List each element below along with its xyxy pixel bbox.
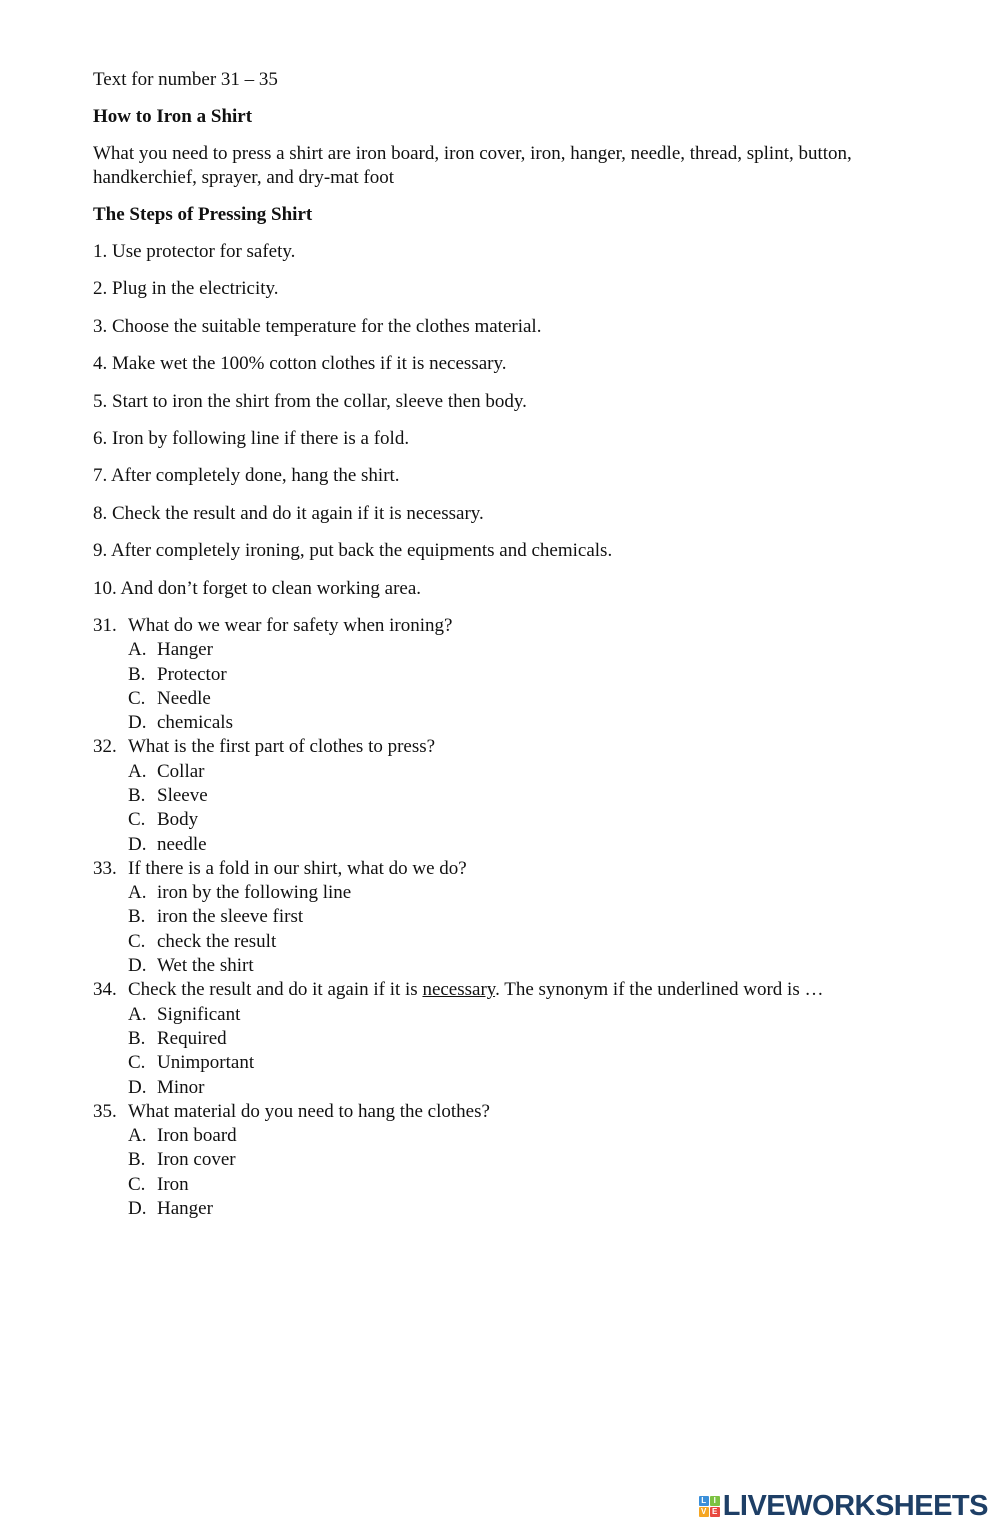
- options-32: [93, 760, 953, 857]
- option-text: Minor: [157, 1076, 205, 1098]
- option-text: Body: [157, 809, 199, 831]
- option-letter: C.: [128, 687, 146, 709]
- option-letter: D.: [128, 833, 147, 855]
- question-number: 34.: [93, 979, 117, 1001]
- liveworksheets-brand[interactable]: [699, 1490, 988, 1523]
- question-text-after: . The synonym if the underlined word is …: [495, 979, 824, 1001]
- option-text: Iron board: [157, 1125, 237, 1147]
- option-letter: D.: [128, 1076, 147, 1098]
- option-letter: C.: [128, 1173, 146, 1195]
- materials-line-2: handkerchief, sprayer, and dry-mat foot: [93, 167, 395, 188]
- option-item[interactable]: [128, 833, 953, 857]
- option-text: Iron: [157, 1173, 189, 1195]
- option-item[interactable]: [128, 881, 953, 905]
- option-letter: C.: [128, 930, 146, 952]
- option-text: chemicals: [157, 712, 233, 734]
- option-text: Hanger: [157, 639, 213, 661]
- option-letter: C.: [128, 1052, 146, 1074]
- materials-paragraph: [93, 142, 953, 190]
- option-letter: C.: [128, 809, 146, 831]
- liveworksheets-logo-icon: [699, 1496, 720, 1517]
- options-33: [93, 881, 953, 978]
- option-item[interactable]: [128, 1124, 953, 1148]
- step-item: 2. Plug in the electricity.: [93, 278, 279, 300]
- option-text: Unimportant: [157, 1052, 255, 1074]
- option-text: check the result: [157, 930, 277, 952]
- option-text: Sleeve: [157, 784, 208, 806]
- option-text: iron the sleeve first: [157, 906, 304, 928]
- step-item: 10. And don’t forget to clean working area.: [93, 577, 422, 599]
- page-title: How to Iron a Shirt: [93, 106, 253, 127]
- worksheet-page: [93, 68, 953, 1221]
- option-item[interactable]: [128, 1003, 953, 1027]
- step-item: 1. Use protector for safety.: [93, 241, 296, 262]
- question-text: What is the first part of clothes to press?: [128, 736, 436, 758]
- option-item[interactable]: [128, 1051, 953, 1075]
- options-35: [93, 1124, 953, 1221]
- question-33: [93, 857, 953, 881]
- option-text: Significant: [157, 1003, 241, 1025]
- option-item[interactable]: [128, 1197, 953, 1221]
- brand-name: LIVEWORKSHEETS: [722, 1490, 988, 1522]
- option-item[interactable]: [128, 808, 953, 832]
- option-letter: A.: [128, 1125, 147, 1147]
- option-item[interactable]: [128, 930, 953, 954]
- option-letter: B.: [128, 1027, 146, 1049]
- question-text: [128, 978, 953, 1002]
- step-item: 9. After completely ironing, put back the equipments and chemicals.: [93, 540, 613, 562]
- steps-heading: The Steps of Pressing Shirt: [93, 204, 313, 225]
- option-text: needle: [157, 833, 207, 855]
- step-item: 6. Iron by following line if there is a fold.: [93, 427, 410, 449]
- question-text: If there is a fold in our shirt, what do we do?: [128, 857, 467, 879]
- question-34: [93, 978, 953, 1002]
- option-item[interactable]: [128, 905, 953, 929]
- option-item[interactable]: [128, 1027, 953, 1051]
- question-text: What do we wear for safety when ironing?: [128, 614, 453, 636]
- option-letter: A.: [128, 882, 147, 904]
- step-item: 7. After completely done, hang the shirt.: [93, 465, 400, 487]
- option-letter: D.: [128, 1198, 147, 1220]
- option-item[interactable]: [128, 711, 953, 735]
- option-letter: B.: [128, 663, 146, 685]
- option-item[interactable]: [128, 663, 953, 687]
- option-letter: B.: [128, 1149, 146, 1171]
- options-31: [93, 638, 953, 735]
- option-letter: B.: [128, 784, 146, 806]
- options-34: [93, 1003, 953, 1100]
- option-item[interactable]: [128, 1173, 953, 1197]
- question-31: [93, 614, 953, 638]
- step-item: 3. Choose the suitable temperature for the clothes material.: [93, 315, 542, 337]
- question-text-before: Check the result and do it again if it is: [128, 979, 423, 1001]
- option-letter: D.: [128, 955, 147, 977]
- step-item: 5. Start to iron the shirt from the collar, sleeve then body.: [93, 390, 527, 412]
- step-item: 4. Make wet the 100% cotton clothes if it is necessary.: [93, 353, 507, 375]
- question-35: [93, 1100, 953, 1124]
- option-item[interactable]: [128, 687, 953, 711]
- question-number: 31.: [93, 614, 117, 636]
- option-item[interactable]: [128, 784, 953, 808]
- question-number: 32.: [93, 736, 117, 758]
- logo-tile: E: [710, 1507, 720, 1517]
- intro-text: Text for number 31 – 35: [93, 69, 278, 90]
- option-letter: B.: [128, 906, 146, 928]
- option-letter: A.: [128, 1003, 147, 1025]
- materials-line-1: What you need to press a shirt are iron board, iron cover, iron, hanger, needle, thread, splint, button,: [93, 143, 852, 164]
- option-letter: A.: [128, 639, 147, 661]
- option-item[interactable]: [128, 1148, 953, 1172]
- option-item[interactable]: [128, 638, 953, 662]
- option-item[interactable]: [128, 954, 953, 978]
- question-number: 33.: [93, 857, 117, 879]
- logo-tile: L: [699, 1496, 709, 1506]
- option-text: Wet the shirt: [157, 955, 254, 977]
- question-32: [93, 735, 953, 759]
- option-text: Needle: [157, 687, 211, 709]
- question-text: What material do you need to hang the clothes?: [128, 1100, 490, 1122]
- underlined-word: necessary: [422, 979, 496, 1001]
- option-letter: D.: [128, 712, 147, 734]
- option-text: Collar: [157, 760, 205, 782]
- step-item: 8. Check the result and do it again if it is necessary.: [93, 502, 484, 524]
- option-letter: A.: [128, 760, 147, 782]
- option-item[interactable]: [128, 760, 953, 784]
- logo-tile: I: [710, 1496, 720, 1506]
- option-text: Hanger: [157, 1198, 213, 1220]
- questions-list: [93, 614, 953, 1221]
- option-text: Required: [157, 1027, 227, 1049]
- logo-tile: V: [699, 1507, 709, 1517]
- option-text: Iron cover: [157, 1149, 236, 1171]
- option-text: Protector: [157, 663, 227, 685]
- option-item[interactable]: [128, 1076, 953, 1100]
- steps-list: [93, 240, 953, 601]
- option-text: iron by the following line: [157, 882, 352, 904]
- question-number: 35.: [93, 1100, 117, 1122]
